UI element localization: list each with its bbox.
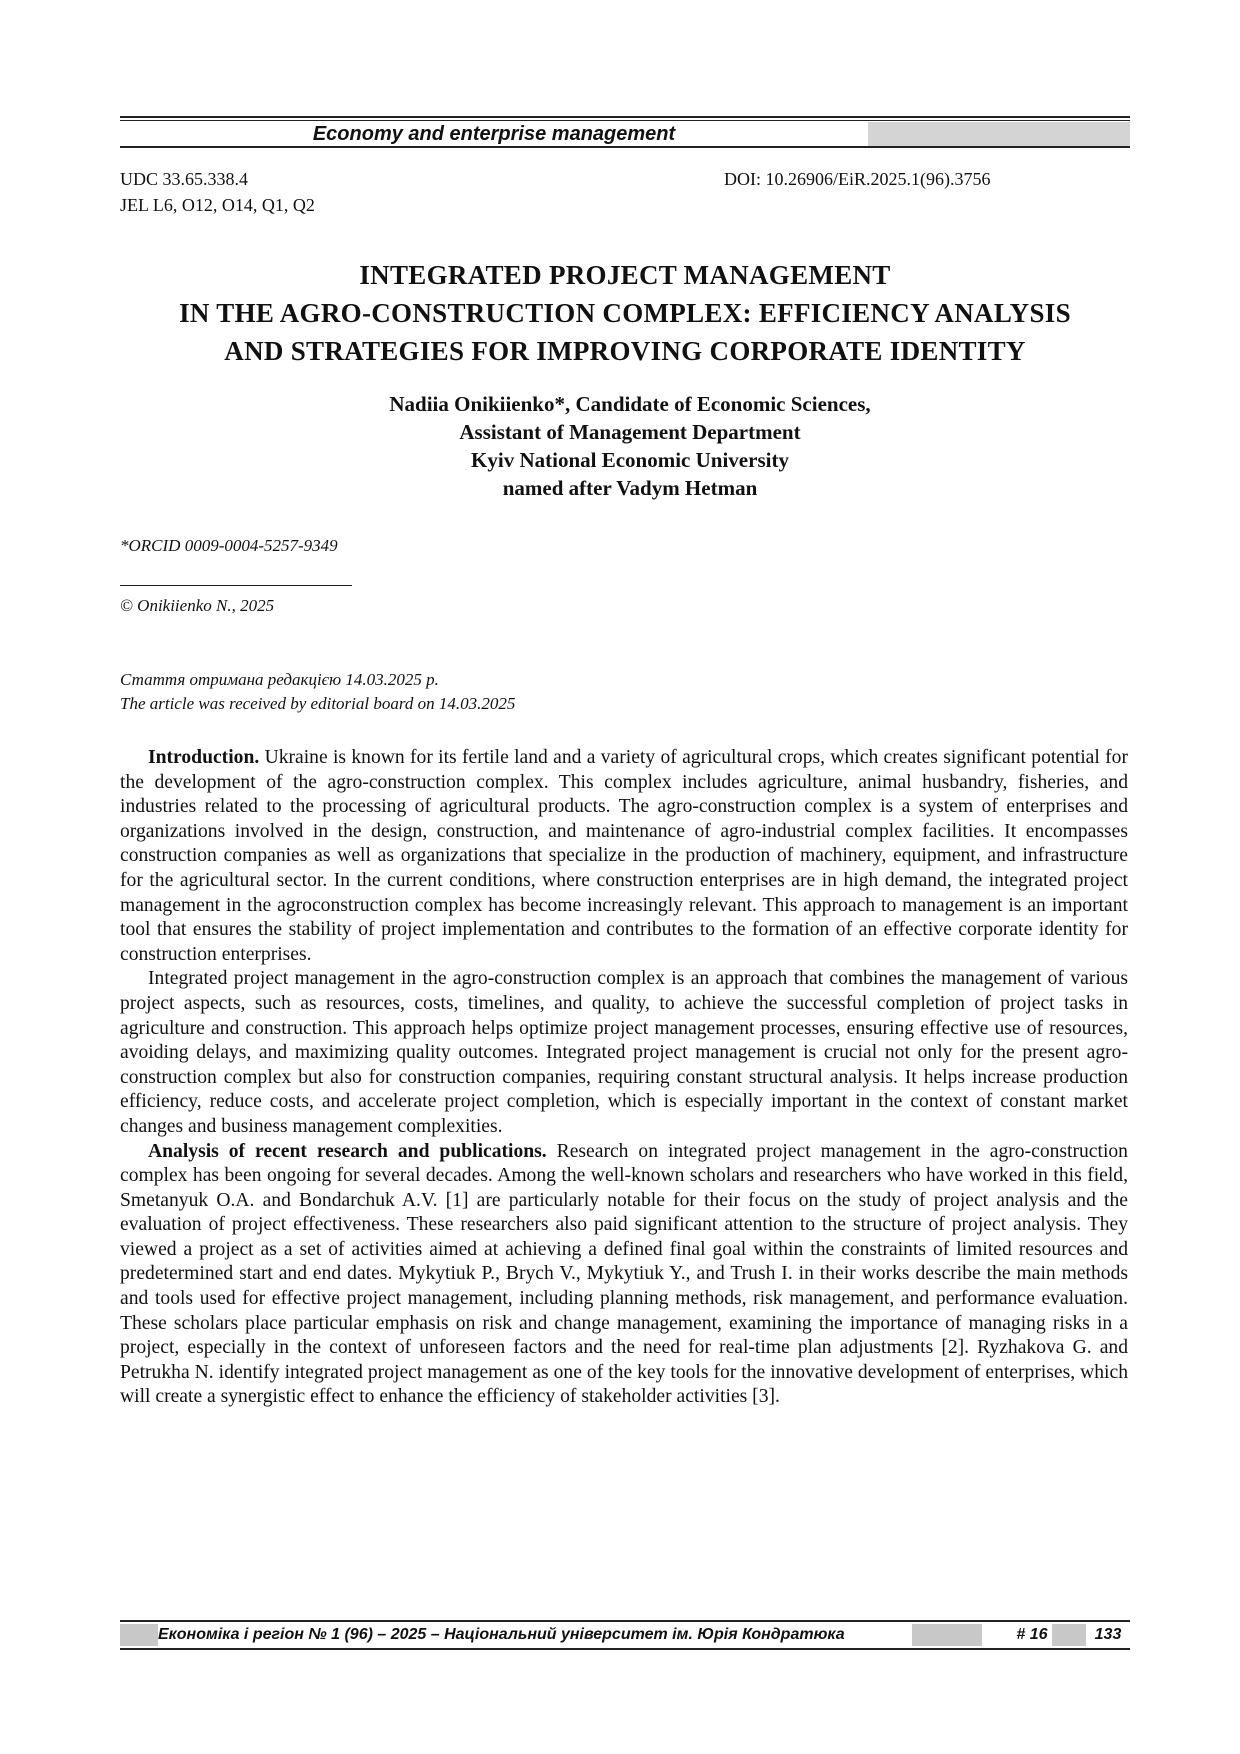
header-rule-top-thin [120, 120, 1130, 121]
orcid: *ORCID 0009-0004-5257-9349 [120, 536, 338, 555]
issue-number: # 16 [1016, 1626, 1048, 1643]
jel-code: JEL L6, O12, O14, Q1, Q2 [120, 195, 315, 215]
author-position: Assistant of Management Department [459, 420, 801, 444]
introduction-text: Ukraine is known for its fertile land and a variety of agricultural crops, which creates significant potential for the development of the agro-construction complex. This complex includes agriculture, animal husbandry, fisheries, and industries related to the processing of agricultural products. The agro-construction complex is a system of enterprises and organizations involved in the design, construction, and maintenance of agro-industrial complex facilities. It encompasses construction companies as well as organizations that specialize in the production of machinery, equipment, and infrastructure for the agricultural sector. In the current conditions, where construction enterprises are in high demand, the integrated project management in the agroconstruction complex has become increasingly relevant. This approach to management is an important tool that ensures the stability of project implementation and contributes to the formation of an effective corporate identity for construction enterprises. [120, 747, 1128, 965]
heading-analysis: Analysis of recent research and publications. [148, 1140, 547, 1162]
page-number: 133 [1094, 1626, 1122, 1643]
analysis-text: Research on integrated project management in the agro-construction complex has been ongoing for several decades. Among the well-known scholars and researchers who have worked in this field, Smetanyuk O.A. and Bondarchuk A.V. [1] are particularly notable for their focus on the study of project analysis and the evaluation of project effectiveness. These researchers also paid significant attention to the structure of project analysis. They viewed a project as a set of activities aimed at achieving a defined final goal within the constraints of limited resources and predetermined start and end dates. Mykytiuk P., Brych V., Mykytiuk Y., and Trush I. in their works describe the main methods and tools used for effective project management, including planning methods, risk management, and performance evaluation. These scholars place particular emphasis on risk and change management, examining the importance of managing risks in a project, especially in the context of unforeseen factors and the need for real-time plan adjustments [2]. Ryzhakova G. and Petrukha N. identify integrated project management as one of the key tools for the innovative development of enterprises, which will create a synergistic effect to enhance the efficiency of stakeholder activities [3]. [120, 1140, 1128, 1408]
paragraph-introduction [120, 746, 1128, 967]
title-line: AND STRATEGIES FOR IMPROVING CORPORATE IDENTITY [224, 336, 1026, 366]
page-footer [120, 1620, 1130, 1650]
article-body [120, 746, 1128, 1410]
received-ua: Стаття отримана редакцією 14.03.2025 р. [120, 670, 439, 689]
paragraph: Integrated project management in the agro-construction complex is an approach that combines the management of various project aspects, such as resources, costs, timelines, and quality, to achieve the successful completion of project tasks in agriculture and construction. This approach helps optimize project management processes, ensuring effective use of resources, avoiding delays, and maximizing quality outcomes. Integrated project management is crucial not only for the present agro-construction complex but also for construction companies, requiring constant structural analysis. It helps increase production efficiency, reduce costs, and accelerate project completion, which is especially important in the context of constant market changes and business management complexities. [120, 968, 1128, 1137]
title-line: IN THE AGRO-CONSTRUCTION COMPLEX: EFFICIENCY ANALYSIS [179, 298, 1071, 328]
author-name: Nadiia Onikiienko*, Candidate of Economic Sciences, [389, 392, 871, 416]
udc-code: UDC 33.65.338.4 [120, 169, 249, 189]
heading-introduction: Introduction. [148, 747, 260, 768]
footer-rule-bottom [120, 1648, 1130, 1650]
author-block [180, 390, 1080, 502]
author-affiliation: Kyiv National Economic University [471, 448, 789, 472]
paragraph-analysis [120, 1140, 1128, 1411]
journal-name: Економіка і регіон № 1 (96) – 2025 – Національний університет ім. Юрія Кондратюка [158, 1626, 845, 1643]
title-line: INTEGRATED PROJECT MANAGEMENT [359, 260, 891, 290]
section-header-band [120, 122, 1130, 146]
footnote-separator [120, 585, 352, 586]
footer-rule-top [120, 1620, 1130, 1622]
classification-codes [120, 166, 315, 218]
author-affiliation-cont: named after Vadym Hetman [502, 476, 758, 500]
header-rule-top [120, 116, 1130, 118]
article-title [110, 256, 1140, 370]
received-en: The article was received by editorial board on 14.03.2025 [120, 694, 516, 713]
doi: DOI: 10.26906/EiR.2025.1(96).3756 [724, 169, 991, 189]
received-note [120, 668, 515, 716]
footer-shade [912, 1624, 982, 1646]
footer-shade [120, 1624, 158, 1646]
section-header-shade [868, 122, 1130, 146]
section-title: Economy and enterprise management [120, 122, 868, 146]
header-rule-bottom [120, 146, 1130, 148]
copyright: © Onikiienko N., 2025 [120, 596, 275, 615]
footer-shade [1052, 1624, 1086, 1646]
